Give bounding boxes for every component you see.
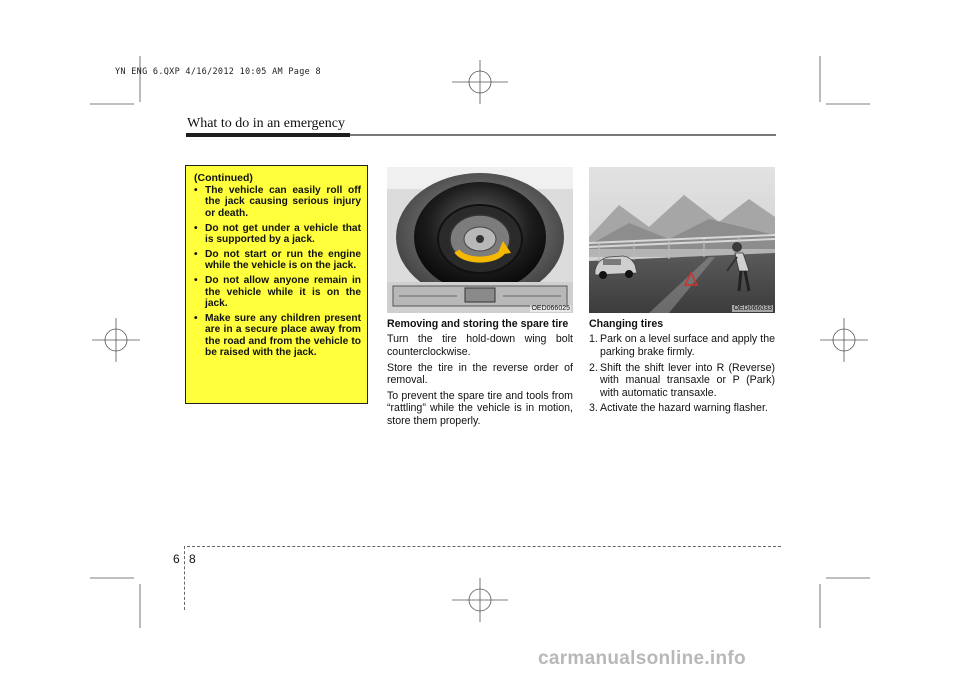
step-item: [589, 362, 775, 399]
paragraph: To prevent the spare tire and tools from “rattling” while the vehicle is in motion, store them properly.: [387, 390, 573, 427]
registration-target-top: [452, 60, 508, 104]
registration-target-right: [820, 318, 868, 362]
page-number: 8: [189, 552, 196, 566]
warning-item: • Do not get under a vehicle that is supported by a jack.: [194, 223, 361, 246]
chapter-number: 6: [173, 552, 180, 566]
site-watermark: carmanualsonline.info: [538, 648, 746, 669]
footer-dashed-divider: [184, 546, 185, 610]
registration-target-bottom: [452, 578, 508, 622]
paragraph: Turn the tire hold-down wing bolt counterclockwise.: [387, 333, 573, 358]
step-item: [589, 333, 775, 358]
spare-tire-illustration: [387, 167, 573, 313]
step-number: 3.: [589, 402, 598, 415]
title-rule-grey: [350, 134, 776, 136]
figure-code: OED066033: [733, 305, 772, 312]
warning-list: [194, 185, 361, 359]
roadside-illustration: [589, 167, 775, 313]
step-text: Activate the hazard warning flasher.: [600, 402, 768, 415]
spare-tire-section: [387, 318, 573, 431]
spare-tire-drawing: [387, 167, 573, 313]
footer-dashed-rule: [187, 546, 781, 547]
section-title: What to do in an emergency: [187, 116, 345, 131]
step-item: [589, 402, 775, 414]
print-slug-header: YN ENG 6.QXP 4/16/2012 10:05 AM Page 8: [115, 67, 321, 77]
step-number: 1.: [589, 333, 598, 346]
figure-code: OED066025: [531, 305, 570, 312]
warning-item: • The vehicle can easily roll off the jack causing serious injury or death.: [194, 185, 361, 219]
warning-item: • Do not start or run the engine while the vehicle is on the jack.: [194, 249, 361, 272]
steps-list: [589, 333, 775, 414]
registration-target-left: [92, 318, 140, 362]
step-text: Park on a level surface and apply the parking brake firmly.: [600, 333, 775, 358]
paragraph: Store the tire in the reverse order of removal.: [387, 361, 573, 387]
roadside-drawing: [589, 167, 775, 313]
section-heading: Removing and storing the spare tire: [387, 318, 569, 330]
step-text: Shift the shift lever into R (Reverse) with manual transaxle or P (Park) with automatic transaxle.: [600, 361, 775, 399]
title-rule-dark: [186, 133, 350, 137]
changing-tires-section: [589, 318, 775, 418]
section-heading: Changing tires: [589, 318, 664, 330]
warning-continued: (Continued): [194, 172, 253, 184]
warning-item: • Make sure any children present are in a secure place away from the road and from the vehicle to be raised with the jack.: [194, 313, 361, 359]
warning-box: [185, 165, 368, 404]
warning-item: • Do not allow anyone remain in the vehicle while it is on the jack.: [194, 275, 361, 309]
step-number: 2.: [589, 361, 598, 374]
